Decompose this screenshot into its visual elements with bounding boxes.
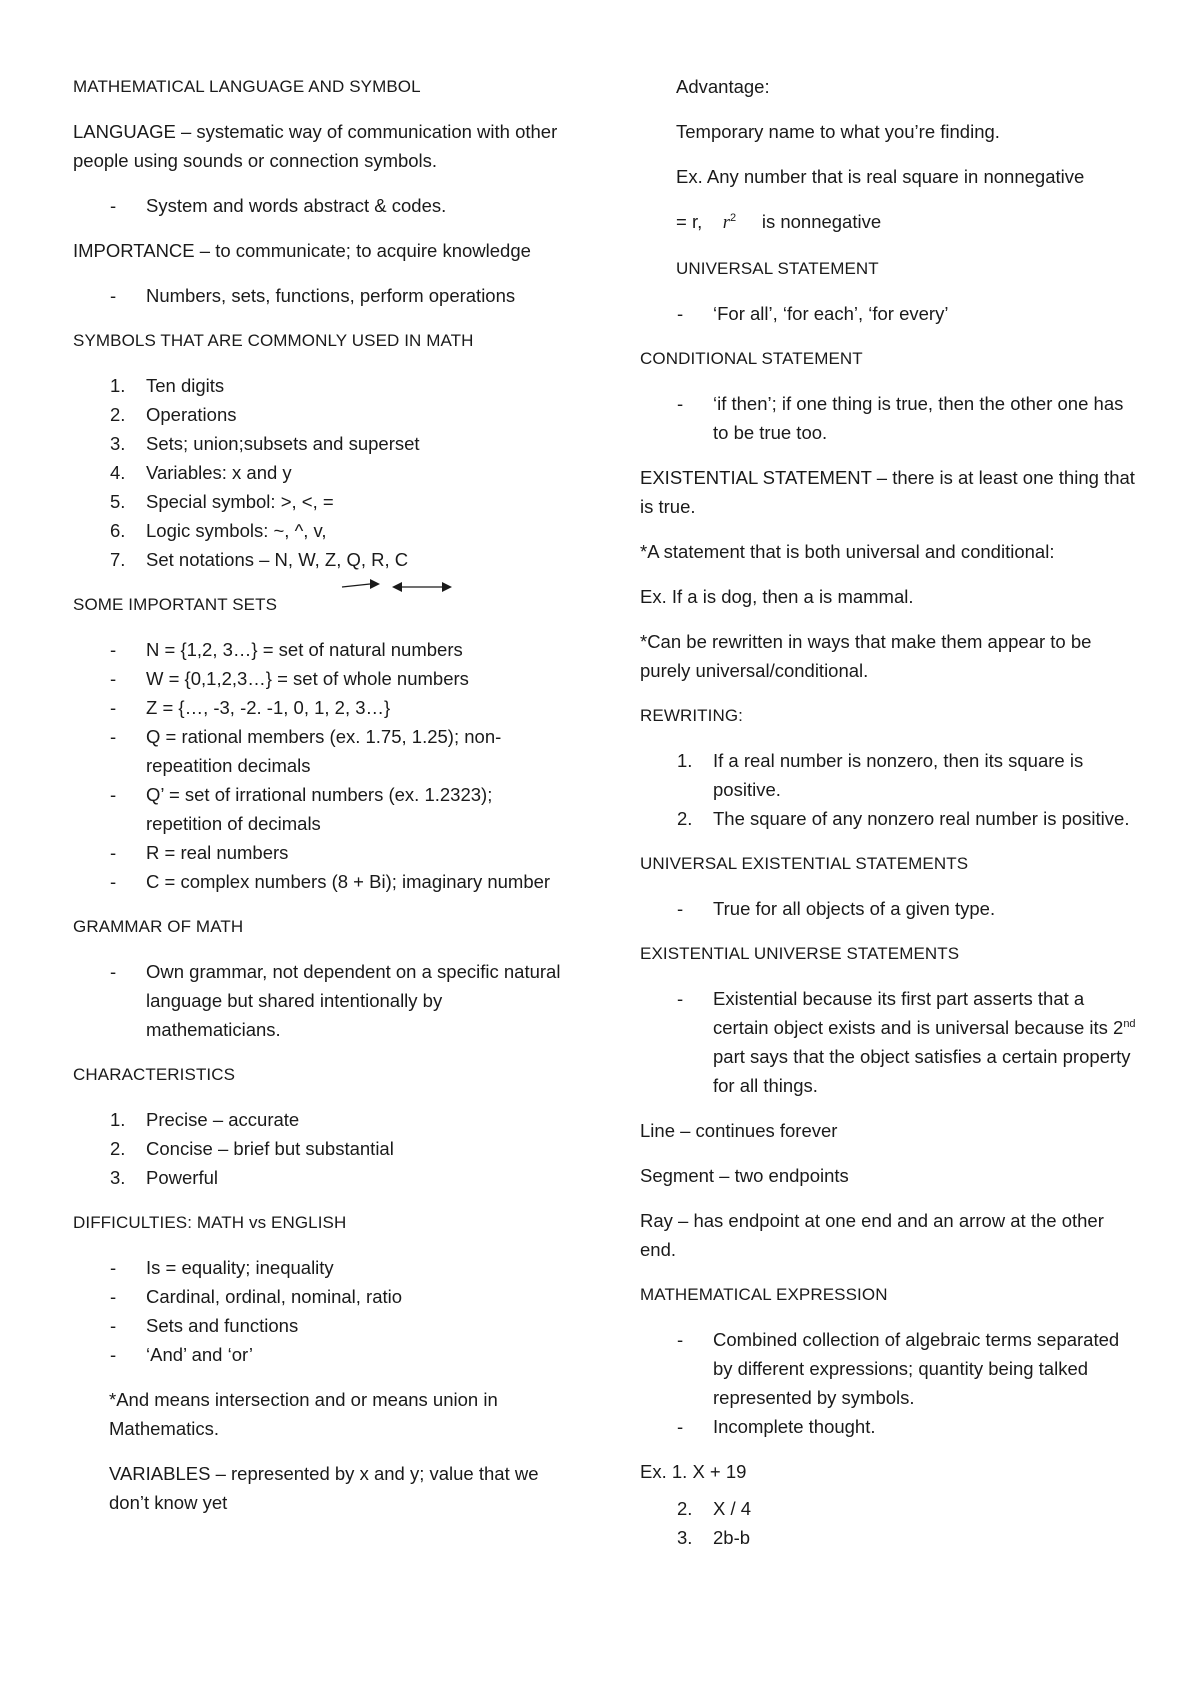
list-item: 2. The square of any nonzero real number is positive. — [677, 808, 1130, 829]
list-item: 4. Variables: x and y — [110, 462, 292, 483]
sets-list — [73, 635, 573, 896]
difficulties-list — [73, 1253, 573, 1369]
existential-universe-heading: EXISTENTIAL UNIVERSE STATEMENTS — [640, 944, 960, 963]
grammar-list — [73, 957, 573, 1044]
rewriting-list — [640, 746, 1140, 833]
list-item: - Sets and functions — [73, 1311, 573, 1340]
list-item: 2. Operations — [110, 404, 237, 425]
example-dog: Ex. If a is dog, then a is mammal. — [640, 586, 914, 607]
list-item: 7. Set notations – N, W, Z, Q, R, C — [110, 549, 409, 570]
list-item: - Combined collection of algebraic terms separated by different expressions; quantity being talked represented by symbols. — [640, 1325, 1140, 1412]
conditional-list — [640, 389, 1140, 447]
list-item: - ‘For all’, ‘for each’, ‘for every’ — [640, 299, 1140, 328]
list-item: - Own grammar, not dependent on a specific natural language but shared intentionally by mathematicians. — [73, 957, 573, 1044]
list-item: - Q’ = set of irrational numbers (ex. 1.2323); repetition of decimals — [73, 780, 573, 838]
characteristics-list — [73, 1105, 573, 1192]
list-item: - N = {1,2, 3…} = set of natural numbers — [73, 635, 573, 664]
universal-existential-list — [640, 894, 1140, 923]
both-note: *A statement that is both universal and conditional: — [640, 541, 1055, 562]
list-item: - R = real numbers — [73, 838, 573, 867]
right-column — [640, 72, 1140, 1568]
segment-definition: Segment – two endpoints — [640, 1165, 849, 1186]
list-item: - Numbers, sets, functions, perform operations — [73, 281, 573, 310]
list-item: 5. Special symbol: >, <, = — [110, 491, 334, 512]
list-item: 2. Concise – brief but substantial — [110, 1138, 394, 1159]
grammar-heading: GRAMMAR OF MATH — [73, 917, 244, 936]
universal-list — [640, 299, 1140, 328]
rewriting-heading: REWRITING: — [640, 706, 743, 725]
list-item: 6. Logic symbols: ~, ^, v, — [110, 520, 327, 541]
formula-line: = r, $r^2$ is nonnegative — [676, 211, 882, 233]
symbols-heading: SYMBOLS THAT ARE COMMONLY USED IN MATH — [73, 331, 474, 350]
left-column — [73, 72, 573, 1533]
advantage-label: Advantage: — [676, 76, 770, 97]
list-item: - W = {0,1,2,3…} = set of whole numbers — [73, 664, 573, 693]
rewritten-note: *Can be rewritten in ways that make them appear to be purely universal/conditional. — [640, 631, 1092, 681]
variables-definition: VARIABLES – represented by x and y; value that we don’t know yet — [109, 1463, 539, 1513]
doc-title: MATHEMATICAL LANGUAGE AND SYMBOL — [73, 77, 421, 96]
universal-existential-heading: UNIVERSAL EXISTENTIAL STATEMENTS — [640, 854, 969, 873]
language-list — [73, 191, 573, 220]
symbols-list — [73, 371, 573, 574]
list-item: 1. If a real number is nonzero, then its square is positive. — [677, 750, 1084, 800]
list-item: - Z = {…, -3, -2. -1, 0, 1, 2, 3…} — [73, 693, 573, 722]
examples-list — [640, 1494, 1140, 1552]
list-item: - ‘And’ and ‘or’ — [73, 1340, 573, 1369]
expression-heading: MATHEMATICAL EXPRESSION — [640, 1285, 888, 1304]
existential-definition: EXISTENTIAL STATEMENT – there is at least one thing that is true. — [640, 467, 1135, 517]
list-item: 1. Precise – accurate — [110, 1109, 300, 1130]
language-definition: LANGUAGE – systematic way of communication with other people using sounds or connection symbols. — [73, 121, 558, 171]
existential-universe-list — [640, 984, 1140, 1100]
list-item: - Is = equality; inequality — [73, 1253, 573, 1282]
line-arrows-icon — [340, 573, 460, 603]
importance-list — [73, 281, 573, 310]
list-item: - Cardinal, ordinal, nominal, ratio — [73, 1282, 573, 1311]
example-1: Ex. 1. X + 19 — [640, 1461, 747, 1482]
list-item: 1. Ten digits — [110, 375, 225, 396]
list-item: 3. Powerful — [110, 1167, 218, 1188]
list-item: - Q = rational members (ex. 1.75, 1.25); non-repeatition decimals — [73, 722, 573, 780]
characteristics-heading: CHARACTERISTICS — [73, 1065, 236, 1084]
importance-definition: IMPORTANCE – to communicate; to acquire knowledge — [73, 240, 531, 261]
difficulties-heading: DIFFICULTIES: MATH vs ENGLISH — [73, 1213, 347, 1232]
list-item: - Existential because its first part asserts that a certain object exists and is universal because its 2nd part says that the object satisfies a certain property for all things. — [640, 984, 1140, 1100]
list-item: - C = complex numbers (8 + Bi); imaginary number — [73, 867, 573, 896]
list-item: - ‘if then’; if one thing is true, then the other one has to be true too. — [640, 389, 1140, 447]
list-item: 3. 2b-b — [677, 1527, 751, 1548]
universal-heading: UNIVERSAL STATEMENT — [676, 259, 879, 278]
sets-heading: SOME IMPORTANT SETS — [73, 595, 278, 614]
list-item: 3. Sets; union;subsets and superset — [110, 433, 420, 454]
and-or-note: *And means intersection and or means union in Mathematics. — [109, 1389, 498, 1439]
example-real: Ex. Any number that is real square in nonnegative — [676, 166, 1085, 187]
temporary-name: Temporary name to what you’re finding. — [676, 121, 1000, 142]
ray-definition: Ray – has endpoint at one end and an arrow at the other end. — [640, 1210, 1104, 1260]
expression-list — [640, 1325, 1140, 1441]
line-definition: Line – continues forever — [640, 1120, 838, 1141]
list-item: 2. X / 4 — [677, 1498, 752, 1519]
list-item: - True for all objects of a given type. — [640, 894, 1140, 923]
list-item: - System and words abstract & codes. — [73, 191, 573, 220]
list-item: - Incomplete thought. — [640, 1412, 1140, 1441]
conditional-heading: CONDITIONAL STATEMENT — [640, 349, 863, 368]
